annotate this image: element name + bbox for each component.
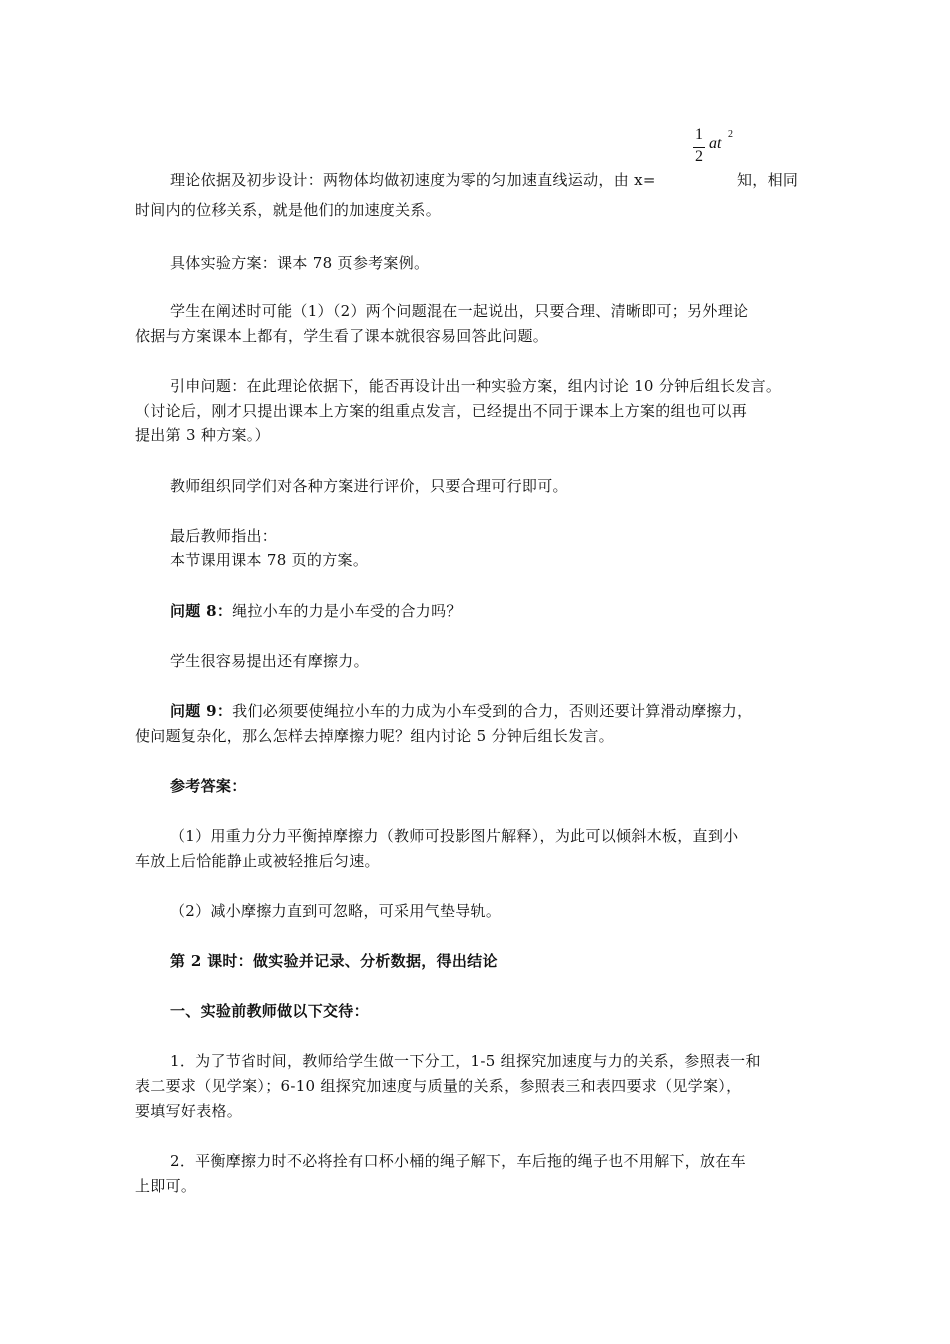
item-1-line-2: 表二要求（见学案）；6-10 组探究加速度与质量的关系，参照表三和表四要求（见学案）， <box>135 1077 742 1095</box>
paragraph-evaluation: 教师组织同学们对各种方案进行评价，只要合理可行即可。 <box>170 477 568 495</box>
paragraph-student-line-2: 依据与方案课本上都有，学生看了课本就很容易回答此问题。 <box>135 327 549 345</box>
lesson-2-heading: 第 2 课时：做实验并记录、分析数据，得出结论 <box>170 952 498 970</box>
formula-exponent: 2 <box>728 129 733 140</box>
question-8 <box>170 601 462 621</box>
paragraph-theory-line-1a: 理论依据及初步设计：两物体均做初速度为零的匀加速直线运动，由 x= <box>170 171 656 189</box>
question-8-label: 问题 8： <box>170 602 233 620</box>
question-8-text: 绳拉小车的力是小车受的合力吗？ <box>232 602 462 620</box>
item-1-line-3: 要填写好表格。 <box>135 1102 243 1120</box>
section-1-heading: 一、实验前教师做以下交待： <box>170 1002 369 1020</box>
item-1-line-1: 1．为了节省时间，教师给学生做一下分工，1-5 组探究加速度与力的关系，参照表一和 <box>170 1052 761 1070</box>
item-2-line-1: 2．平衡摩擦力时不必将拴有口杯小桶的绳子解下，车后拖的绳子也不用解下，放在车 <box>170 1152 746 1170</box>
formula-numerator: 1 <box>695 126 703 143</box>
question-9-label: 问题 9： <box>170 702 233 720</box>
item-2-line-2: 上即可。 <box>135 1177 197 1195</box>
formula-denominator: 2 <box>695 148 703 165</box>
paragraph-student-line-1: 学生在阐述时可能（1）（2）两个问题混在一起说出，只要合理、清晰即可；另外理论 <box>170 302 749 320</box>
paragraph-theory-line-1b: 知，相同 <box>737 171 799 189</box>
formula-half-at-squared <box>692 126 752 172</box>
question-9-text: 我们必须要使绳拉小车的力成为小车受到的合力，否则还要计算滑动摩擦力， <box>232 702 753 720</box>
formula-variable: at <box>709 135 722 152</box>
paragraph-friction: 学生很容易提出还有摩擦力。 <box>170 652 369 670</box>
answer-1-line-2: 车放上后恰能静止或被轻推后匀速。 <box>135 852 380 870</box>
answer-1-line-1: （1）用重力分力平衡掉摩擦力（教师可投影图片解释），为此可以倾斜木板，直到小 <box>170 827 739 845</box>
paragraph-extension-line-3: 提出第 3 种方案。） <box>135 426 270 444</box>
paragraph-plan: 具体实验方案：课本 78 页参考案例。 <box>170 254 430 272</box>
paragraph-textbook-plan: 本节课用课本 78 页的方案。 <box>170 551 369 569</box>
paragraph-theory-line-2: 时间内的位移关系，就是他们的加速度关系。 <box>135 201 442 219</box>
paragraph-teacher-note: 最后教师指出： <box>170 527 278 545</box>
paragraph-extension-line-2: （讨论后，刚才只提出课本上方案的组重点发言，已经提出不同于课本上方案的组也可以再 <box>135 402 748 420</box>
reference-answer-heading: 参考答案： <box>170 777 247 795</box>
paragraph-extension-line-1: 引申问题：在此理论依据下，能否再设计出一种实验方案，组内讨论 10 分钟后组长发言。 <box>170 377 782 395</box>
answer-2: （2）减小摩擦力直到可忽略，可采用气垫导轨。 <box>170 902 502 920</box>
question-9-line-1 <box>170 701 752 721</box>
question-9-line-2: 使问题复杂化，那么怎样去掉摩擦力呢？组内讨论 5 分钟后组长发言。 <box>135 727 614 745</box>
